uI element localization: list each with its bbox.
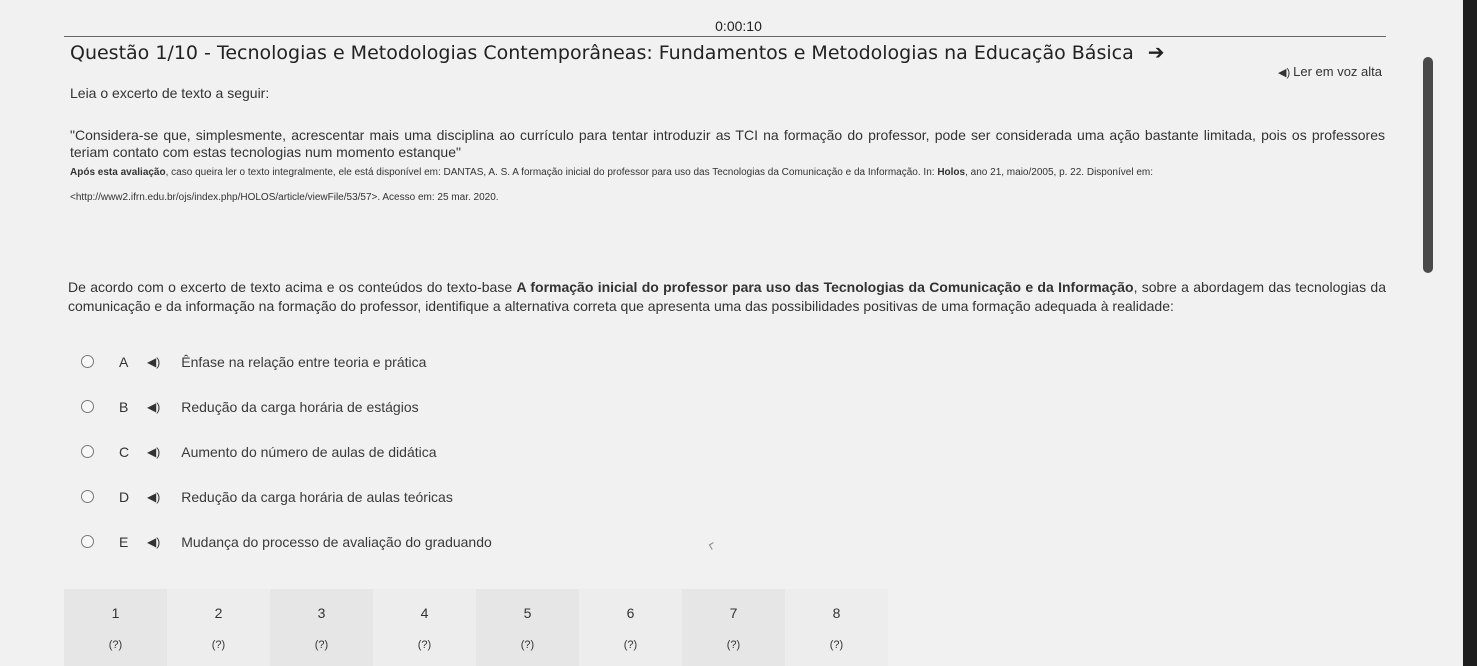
- window-edge: [1463, 0, 1477, 666]
- radio-button[interactable]: [81, 445, 94, 458]
- option-a[interactable]: [66, 339, 656, 384]
- statement-part1: De acordo com o excerto de texto acima e os conteúdos do texto-base: [68, 279, 517, 295]
- timer: 0:00:10: [715, 18, 762, 34]
- radio-button[interactable]: [81, 535, 94, 548]
- option-text: Aumento do número de aulas de didática: [181, 443, 437, 460]
- option-b[interactable]: [66, 384, 656, 429]
- question-status: (?): [623, 639, 638, 651]
- radio-button[interactable]: [81, 400, 94, 413]
- radio-button[interactable]: [81, 355, 94, 368]
- option-text: Mudança do processo de avaliação do graduando: [181, 533, 492, 550]
- question-number: 6: [626, 605, 635, 621]
- question-status: (?): [520, 639, 535, 651]
- question-nav-item[interactable]: [270, 589, 373, 666]
- option-letter: A: [119, 353, 129, 370]
- question-title: [70, 40, 1165, 64]
- reference-lead: Após esta avaliação: [70, 167, 166, 178]
- radio-button[interactable]: [81, 490, 94, 503]
- option-text: Redução da carga horária de estágios: [181, 398, 419, 415]
- reference-link: <http://www2.ifrn.edu.br/ojs/index.php/HOLOS/article/viewFile/53/57>. Acesso em: 25 mar. 2020.: [70, 192, 499, 203]
- speaker-icon[interactable]: ◀): [147, 489, 161, 504]
- question-nav-item[interactable]: [682, 589, 785, 666]
- speaker-icon[interactable]: ◀): [147, 354, 161, 369]
- question-number: 1: [111, 605, 120, 621]
- option-text: Ênfase na relação entre teoria e prática: [181, 353, 427, 370]
- reference-part1: , caso queira ler o texto integralmente, ele está disponível em: DANTAS, A. S. A formação inicial do professor para uso das Tecnologias da Comunicação e da Informação. In:: [165, 167, 938, 178]
- question-navigator: [64, 589, 889, 666]
- option-c[interactable]: [66, 429, 656, 474]
- read-aloud-label: Ler em voz alta: [1293, 64, 1382, 79]
- statement-part2: , sobre a abordagem das tecnologias da comunicação e da informação na formação do professor, identifique a alternativa correta que apresenta uma das possibilidades positivas de uma formação adequada à realidade:: [68, 279, 1386, 314]
- quote-text: "Considera-se que, simplesmente, acrescentar mais uma disciplina ao currículo para tentar introduzir as TCI na formação do professor, pode ser considerada uma ação bastante limitada, pois os professores teriam contato com estas tecnologias num momento estanque": [70, 127, 1385, 160]
- statement-bold: A formação inicial do professor para uso das Tecnologias da Comunicação e da Informação: [516, 279, 1134, 295]
- question-number: 5: [523, 605, 532, 621]
- question-status: (?): [829, 639, 844, 651]
- reference-part2: , ano 21, maio/2005, p. 22. Disponível em:: [965, 167, 1153, 178]
- question-number: 8: [832, 605, 841, 621]
- vertical-scrollbar[interactable]: [1423, 57, 1433, 273]
- question-number: 7: [729, 605, 738, 621]
- question-status: (?): [726, 639, 741, 651]
- question-nav-item[interactable]: [476, 589, 579, 666]
- arrow-right-icon[interactable]: ➔: [1147, 40, 1165, 64]
- question-number: 3: [317, 605, 326, 621]
- question-status: (?): [108, 639, 123, 651]
- option-letter: E: [119, 533, 129, 550]
- speaker-icon[interactable]: ◀): [147, 444, 161, 459]
- question-number: 2: [214, 605, 223, 621]
- intro-text: Leia o excerto de texto a seguir:: [70, 85, 270, 101]
- question-status: (?): [314, 639, 329, 651]
- mouse-cursor: [709, 542, 716, 550]
- question-statement: [68, 278, 1386, 316]
- speaker-icon: ◀): [1278, 67, 1291, 79]
- answer-options: [66, 339, 656, 564]
- option-letter: C: [119, 443, 130, 460]
- reference-journal: Holos: [937, 167, 966, 178]
- question-nav-item[interactable]: [373, 589, 476, 666]
- question-status: (?): [417, 639, 432, 651]
- question-nav-item[interactable]: [785, 589, 888, 666]
- question-nav-item[interactable]: [64, 589, 167, 666]
- option-d[interactable]: [66, 474, 656, 519]
- question-nav-item[interactable]: [579, 589, 682, 666]
- question-nav-item[interactable]: [167, 589, 270, 666]
- speaker-icon[interactable]: ◀): [147, 534, 161, 549]
- option-letter: D: [119, 488, 130, 505]
- speaker-icon[interactable]: ◀): [147, 399, 161, 414]
- reference-text: [70, 166, 1385, 179]
- option-e[interactable]: [66, 519, 656, 564]
- read-aloud-button[interactable]: [1278, 64, 1382, 79]
- question-title-text: Questão 1/10 - Tecnologias e Metodologias Contemporâneas: Fundamentos e Metodologias na Educação Básica: [70, 42, 1134, 64]
- option-letter: B: [119, 398, 129, 415]
- question-status: (?): [211, 639, 226, 651]
- option-text: Redução da carga horária de aulas teóricas: [181, 488, 453, 505]
- question-number: 4: [420, 605, 429, 621]
- title-divider: [64, 36, 1386, 37]
